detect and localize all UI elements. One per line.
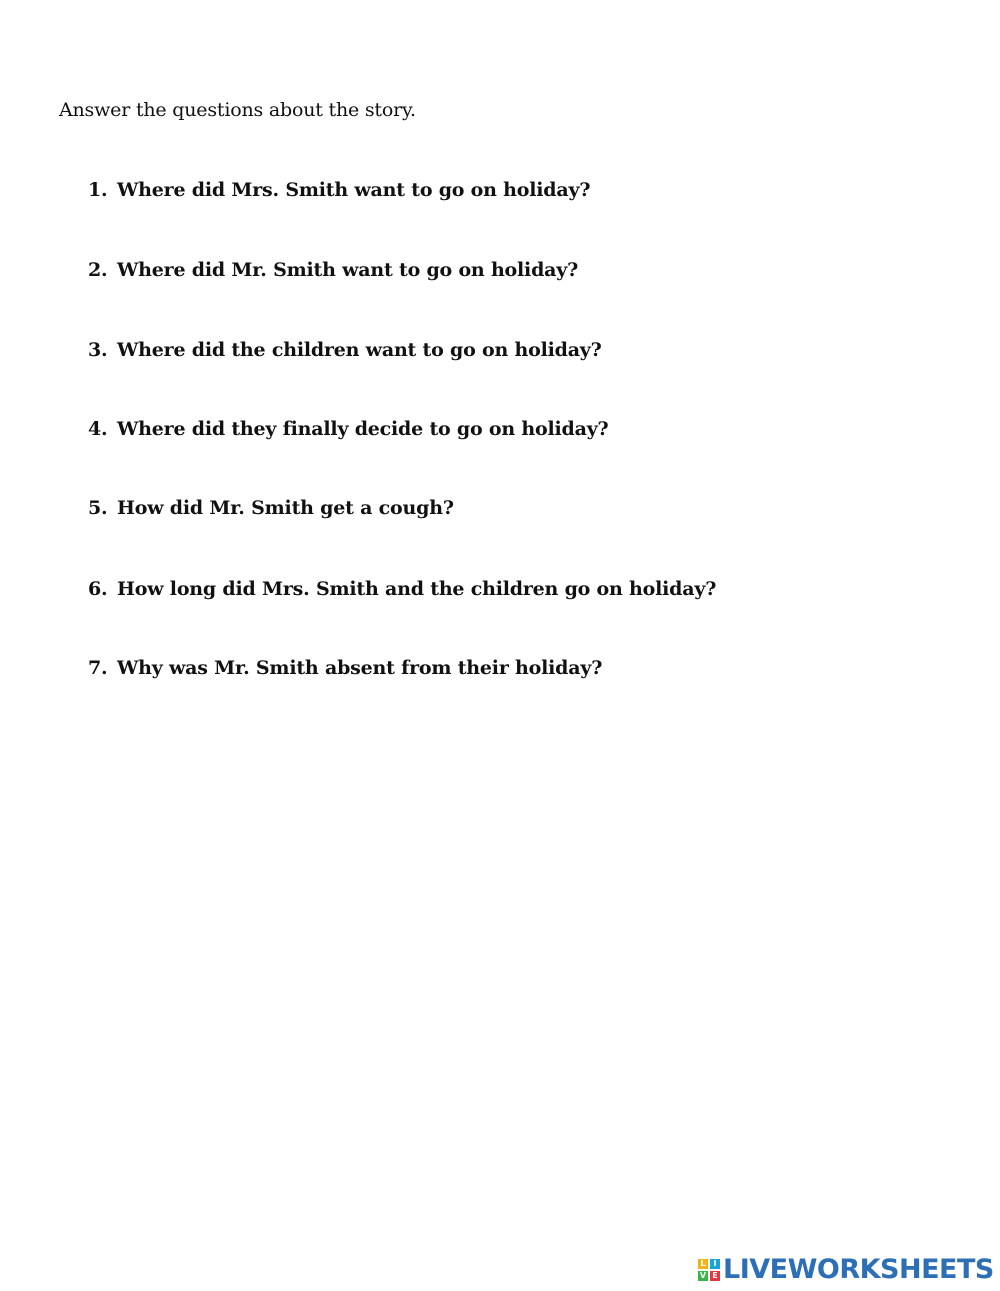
logo-block: I (710, 1259, 720, 1269)
logo-block: V (699, 1271, 707, 1280)
question-number: 4. (88, 418, 108, 440)
logo-block: E (710, 1271, 720, 1281)
question-item (88, 339, 602, 361)
question-text: How did Mr. Smith get a cough? (117, 497, 454, 519)
liveworksheets-logo (698, 1255, 994, 1285)
question-number: 1. (88, 179, 108, 201)
question-number: 7. (88, 657, 108, 679)
question-text: How long did Mrs. Smith and the children go on holiday? (117, 578, 717, 600)
question-text: Where did the children want to go on holiday? (117, 339, 602, 361)
question-item (88, 578, 716, 600)
logo-text: LIVEWORKSHEETS (723, 1254, 994, 1285)
question-item (88, 497, 454, 519)
logo-block: L (698, 1259, 708, 1269)
question-text: Where did Mrs. Smith want to go on holiday? (117, 179, 591, 201)
question-number: 3. (88, 339, 108, 361)
question-text: Where did they finally decide to go on holiday? (117, 418, 609, 440)
logo-blocks-icon (698, 1259, 720, 1281)
question-item (88, 418, 608, 440)
question-number: 2. (88, 259, 108, 281)
question-text: Where did Mr. Smith want to go on holiday? (117, 259, 579, 281)
question-item (88, 657, 602, 679)
question-text: Why was Mr. Smith absent from their holiday? (117, 657, 603, 679)
instruction-text: Answer the questions about the story. (59, 99, 416, 121)
question-item (88, 259, 578, 281)
question-item (88, 179, 590, 201)
question-number: 6. (88, 578, 108, 600)
question-number: 5. (88, 497, 108, 519)
